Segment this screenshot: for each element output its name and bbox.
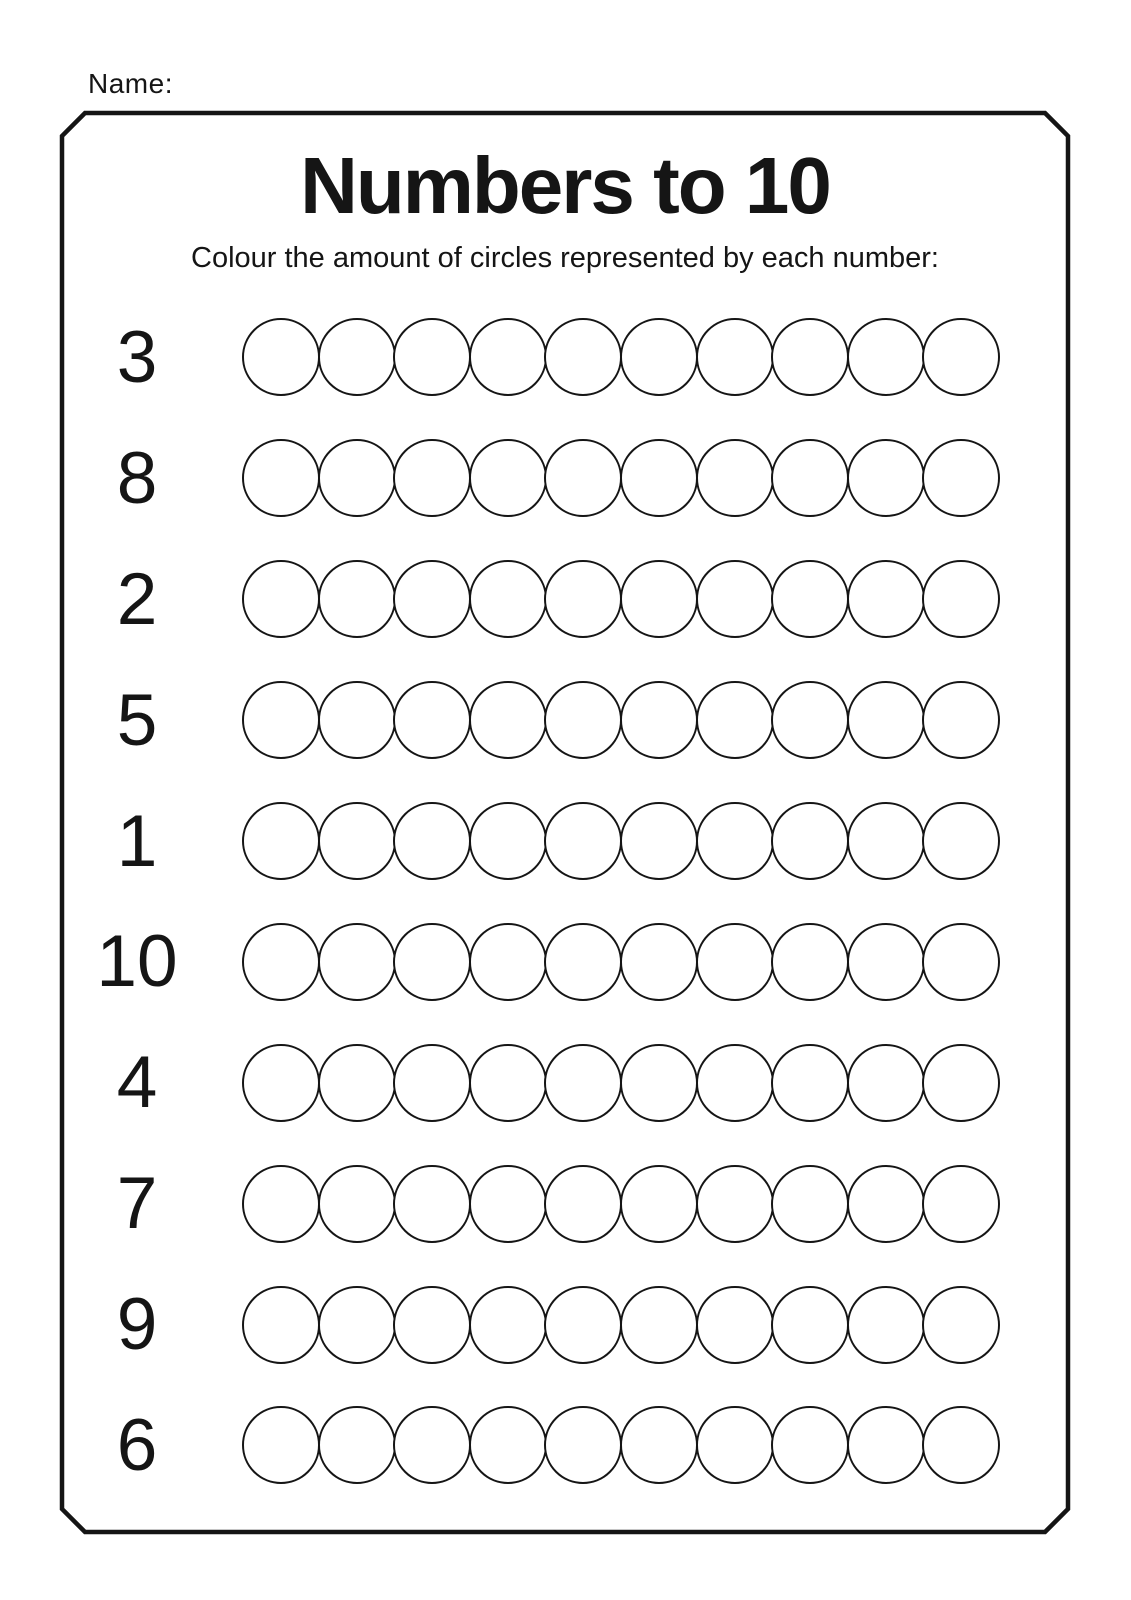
colour-circle[interactable] [696, 1286, 774, 1364]
row-number-label: 4 [116, 1042, 158, 1124]
colour-circle[interactable] [318, 560, 396, 638]
colour-circle[interactable] [847, 1044, 925, 1122]
colour-circle[interactable] [922, 802, 1000, 880]
colour-circle[interactable] [847, 439, 925, 517]
colour-circle[interactable] [242, 1286, 320, 1364]
colour-circle[interactable] [393, 681, 471, 759]
colour-circle[interactable] [393, 1406, 471, 1484]
worksheet-row [62, 781, 1068, 902]
row-number-label: 5 [116, 679, 158, 761]
colour-circle[interactable] [318, 1406, 396, 1484]
colour-circle[interactable] [922, 923, 1000, 1001]
colour-circle[interactable] [771, 802, 849, 880]
colour-circle[interactable] [318, 1044, 396, 1122]
circle-strip [242, 560, 1000, 638]
colour-circle[interactable] [771, 923, 849, 1001]
colour-circle[interactable] [922, 439, 1000, 517]
colour-circle[interactable] [620, 1044, 698, 1122]
colour-circle[interactable] [544, 560, 622, 638]
colour-circle[interactable] [469, 560, 547, 638]
worksheet-row [62, 297, 1068, 418]
colour-circle[interactable] [393, 923, 471, 1001]
worksheet-row [62, 901, 1068, 1022]
colour-circle[interactable] [544, 802, 622, 880]
row-number-label: 7 [116, 1163, 158, 1245]
colour-circle[interactable] [469, 802, 547, 880]
colour-circle[interactable] [469, 1044, 547, 1122]
colour-circle[interactable] [620, 681, 698, 759]
colour-circle[interactable] [544, 1165, 622, 1243]
circle-strip [242, 1165, 1000, 1243]
colour-circle[interactable] [318, 923, 396, 1001]
colour-circle[interactable] [771, 1286, 849, 1364]
colour-circle[interactable] [469, 923, 547, 1001]
colour-circle[interactable] [242, 318, 320, 396]
colour-circle[interactable] [544, 439, 622, 517]
colour-circle[interactable] [696, 1044, 774, 1122]
colour-circle[interactable] [620, 560, 698, 638]
colour-circle[interactable] [771, 1165, 849, 1243]
colour-circle[interactable] [847, 560, 925, 638]
circle-strip [242, 439, 1000, 517]
colour-circle[interactable] [696, 1406, 774, 1484]
colour-circle[interactable] [847, 923, 925, 1001]
colour-circle[interactable] [771, 681, 849, 759]
colour-circle[interactable] [847, 1406, 925, 1484]
row-number-label: 6 [116, 1404, 158, 1486]
row-number-label: 2 [116, 558, 158, 640]
worksheet-row [62, 660, 1068, 781]
colour-circle[interactable] [922, 1406, 1000, 1484]
colour-circle[interactable] [544, 318, 622, 396]
colour-circle[interactable] [318, 681, 396, 759]
colour-circle[interactable] [242, 1165, 320, 1243]
colour-circle[interactable] [620, 802, 698, 880]
colour-circle[interactable] [242, 560, 320, 638]
colour-circle[interactable] [696, 923, 774, 1001]
circle-strip [242, 1406, 1000, 1484]
colour-circle[interactable] [922, 1286, 1000, 1364]
colour-circle[interactable] [847, 681, 925, 759]
worksheet-row [62, 418, 1068, 539]
colour-circle[interactable] [318, 318, 396, 396]
colour-circle[interactable] [242, 681, 320, 759]
colour-circle[interactable] [620, 1406, 698, 1484]
colour-circle[interactable] [771, 1406, 849, 1484]
colour-circle[interactable] [847, 1165, 925, 1243]
colour-circle[interactable] [469, 1165, 547, 1243]
colour-circle[interactable] [922, 1044, 1000, 1122]
circle-strip [242, 318, 1000, 396]
colour-circle[interactable] [544, 923, 622, 1001]
colour-circle[interactable] [242, 1406, 320, 1484]
colour-circle[interactable] [544, 1406, 622, 1484]
colour-circle[interactable] [620, 923, 698, 1001]
row-number-label: 1 [116, 800, 158, 882]
colour-circle[interactable] [771, 439, 849, 517]
colour-circle[interactable] [544, 1044, 622, 1122]
row-number-label: 9 [116, 1284, 158, 1366]
worksheet-title: Numbers to 10 [300, 141, 830, 230]
colour-circle[interactable] [696, 1165, 774, 1243]
circle-strip [242, 1286, 1000, 1364]
colour-circle[interactable] [393, 1165, 471, 1243]
colour-circle[interactable] [620, 439, 698, 517]
colour-circle[interactable] [393, 802, 471, 880]
colour-circle[interactable] [469, 1406, 547, 1484]
colour-circle[interactable] [922, 318, 1000, 396]
colour-circle[interactable] [544, 1286, 622, 1364]
colour-circle[interactable] [242, 802, 320, 880]
row-number-label: 8 [116, 437, 158, 519]
colour-circle[interactable] [318, 802, 396, 880]
colour-circle[interactable] [544, 681, 622, 759]
row-number-label: 10 [96, 921, 178, 1003]
colour-circle[interactable] [469, 681, 547, 759]
colour-circle[interactable] [242, 1044, 320, 1122]
worksheet-instruction: Colour the amount of circles represented by each number: [191, 242, 939, 274]
worksheet-row [62, 1143, 1068, 1264]
colour-circle[interactable] [318, 439, 396, 517]
colour-circle[interactable] [469, 318, 547, 396]
circle-strip [242, 923, 1000, 1001]
colour-circle[interactable] [469, 1286, 547, 1364]
colour-circle[interactable] [847, 802, 925, 880]
colour-circle[interactable] [771, 1044, 849, 1122]
worksheet-row [62, 1022, 1068, 1143]
colour-circle[interactable] [393, 1044, 471, 1122]
colour-circle[interactable] [696, 439, 774, 517]
colour-circle[interactable] [242, 923, 320, 1001]
name-label: Name: [88, 68, 173, 99]
colour-circle[interactable] [393, 1286, 471, 1364]
worksheet-row [62, 1385, 1068, 1506]
colour-circle[interactable] [393, 560, 471, 638]
colour-circle[interactable] [771, 318, 849, 396]
rows-container [62, 297, 1068, 1506]
colour-circle[interactable] [242, 439, 320, 517]
colour-circle[interactable] [620, 1165, 698, 1243]
colour-circle[interactable] [393, 439, 471, 517]
colour-circle[interactable] [620, 1286, 698, 1364]
colour-circle[interactable] [847, 1286, 925, 1364]
worksheet-row [62, 1264, 1068, 1385]
colour-circle[interactable] [922, 681, 1000, 759]
colour-circle[interactable] [318, 1165, 396, 1243]
colour-circle[interactable] [696, 318, 774, 396]
colour-circle[interactable] [847, 318, 925, 396]
colour-circle[interactable] [696, 560, 774, 638]
row-number-label: 3 [116, 316, 158, 398]
worksheet-row [62, 539, 1068, 660]
circle-strip [242, 802, 1000, 880]
circle-strip [242, 1044, 1000, 1122]
colour-circle[interactable] [393, 318, 471, 396]
colour-circle[interactable] [922, 1165, 1000, 1243]
circle-strip [242, 681, 1000, 759]
colour-circle[interactable] [922, 560, 1000, 638]
colour-circle[interactable] [620, 318, 698, 396]
colour-circle[interactable] [696, 802, 774, 880]
colour-circle[interactable] [469, 439, 547, 517]
colour-circle[interactable] [318, 1286, 396, 1364]
colour-circle[interactable] [696, 681, 774, 759]
colour-circle[interactable] [771, 560, 849, 638]
